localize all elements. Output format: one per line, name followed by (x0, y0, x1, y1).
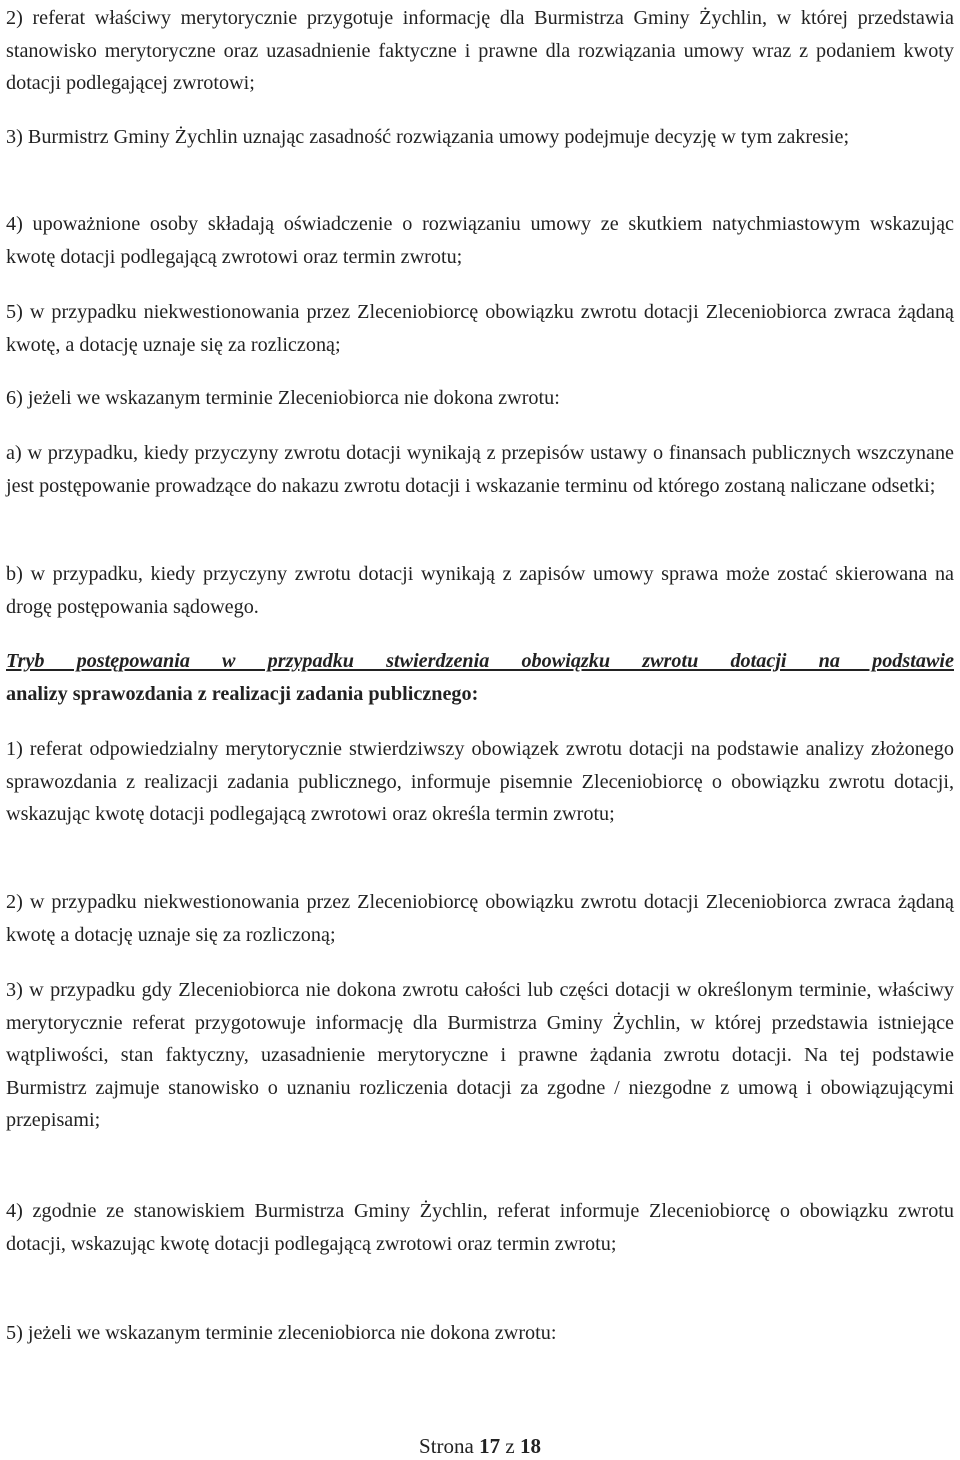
paragraph-b-umowa: b) w przypadku, kiedy przyczyny zwrotu dotacji wynikają z zapisów umowy sprawa może zostać skierowana na drogę postępowania sądowego. (6, 563, 954, 618)
page-number-separator: z (505, 1434, 515, 1458)
paragraph-2-4-zgodnie: 4) zgodnie ze stanowiskiem Burmistrza Gminy Żychlin, referat informuje Zleceniobiorcę o obowiązku zwrotu dotacji, wskazując kwotę dotacji podlegającą zwrotowi oraz termin zwrotu; (6, 1200, 954, 1255)
paragraph-a-przepisy: a) w przypadku, kiedy przyczyny zwrotu dotacji wynikają z przepisów ustawy o finansach publicznych wszczynane jest postępowanie prowadzące do nakazu zwrotu dotacji i wskazanie terminu od którego zostaną naliczane odsetki; (6, 442, 954, 497)
paragraph-6-jezeli: 6) jeżeli we wskazanym terminie Zleceniobiorca nie dokona zwrotu: (6, 387, 560, 409)
section-heading (6, 645, 954, 710)
paragraph-2-3-brak-zwrotu: 3) w przypadku gdy Zleceniobiorca nie dokona zwrotu całości lub części dotacji w określonym terminie, właściwy merytorycznie referat przygotowuje informację dla Burmistrza Gminy Żychlin, w której przedstawia istniejące wątpliwości, stan faktyczny, uzasadnienie merytoryczne i prawne żądania zwrotu dotacji. Na tej podstawie Burmistrz zajmuje stanowisko o uznaniu rozliczenia dotacji za zgodne / niezgodne z umową i obowiązującymi przepisami; (6, 979, 954, 1131)
section-heading-line1: Tryb postępowania w przypadku stwierdzenia obowiązku zwrotu dotacji na podstawie (6, 650, 954, 672)
paragraph-2-5-jezeli: 5) jeżeli we wskazanym terminie zleceniobiorca nie dokona zwrotu: (6, 1322, 557, 1344)
section-heading-line2: analizy sprawozdania z realizacji zadania publicznego: (6, 682, 479, 705)
paragraph-3-burmistrz: 3) Burmistrz Gminy Żychlin uznając zasadność rozwiązania umowy podejmuje decyzję w tym zakresie; (6, 126, 850, 148)
paragraph-4-upowaznione: 4) upoważnione osoby składają oświadczenie o rozwiązaniu umowy ze skutkiem natychmiastowym wskazując kwotę dotacji podlegającą zwrotowi oraz termin zwrotu; (6, 213, 954, 268)
page-number (0, 1434, 960, 1459)
paragraph-2-2-niekwestionowanie: 2) w przypadku niekwestionowania przez Zleceniobiorcę obowiązku zwrotu dotacji Zleceniobiorca zwraca żądaną kwotę a dotację uznaje się za rozliczoną; (6, 891, 954, 946)
page-number-prefix: Strona (419, 1434, 474, 1458)
paragraph-5-niekwestionowanie: 5) w przypadku niekwestionowania przez Zleceniobiorcę obowiązku zwrotu dotacji Zleceniobiorca zwraca żądaną kwotę, a dotację uznaje się za rozliczoną; (6, 301, 954, 356)
page-number-current: 17 (479, 1434, 501, 1458)
paragraph-2-referat: 2) referat właściwy merytorycznie przygotuje informację dla Burmistrza Gminy Żychlin, w której przedstawia stanowisko merytoryczne oraz uzasadnienie faktyczne i prawne dla rozwiązania umowy wraz z podaniem kwoty dotacji podlegającej zwrotowi; (6, 7, 954, 94)
paragraph-2-1-referat: 1) referat odpowiedzialny merytorycznie stwierdziwszy obowiązek zwrotu dotacji na podstawie analizy złożonego sprawozdania z realizacji zadania publicznego, informuje pisemnie Zleceniobiorcę o obowiązku zwrotu dotacji, wskazując kwotę dotacji podlegającą zwrotowi oraz określa termin zwrotu; (6, 738, 954, 825)
page-number-total: 18 (519, 1434, 541, 1458)
